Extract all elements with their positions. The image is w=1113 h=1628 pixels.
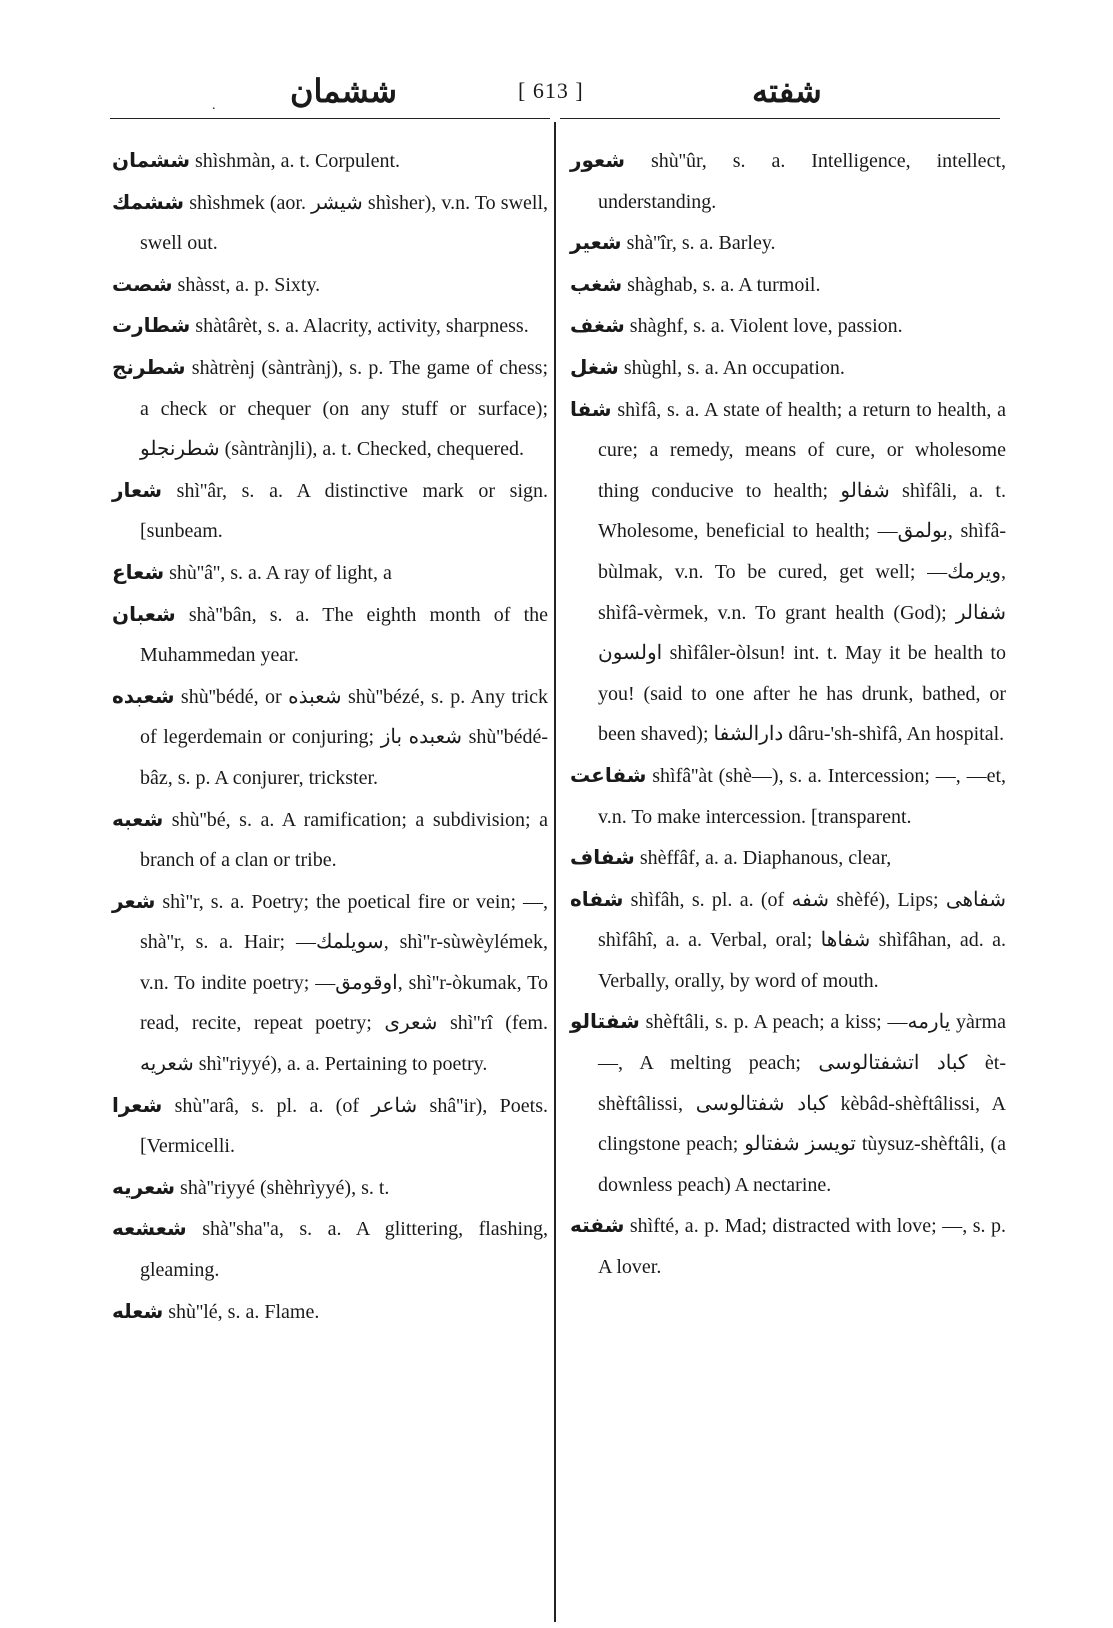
arabic-headword: شغل xyxy=(570,354,619,379)
arabic-headword: شطارت xyxy=(112,313,191,338)
dictionary-entry xyxy=(112,1167,548,1209)
dictionary-entry xyxy=(112,140,548,182)
dictionary-entry xyxy=(570,222,1006,264)
entry-definition: shù''bé, s. a. A ramification; a subdivision; a branch of a clan or tribe. xyxy=(140,808,549,872)
entry-definition: shùghl, s. a. An occupation. xyxy=(623,356,845,379)
entry-definition: shìshmek (aor. شيشر shìsher), v.n. To swell, swell out. xyxy=(140,191,549,255)
dictionary-entry xyxy=(112,470,548,552)
arabic-headword: شعبه xyxy=(112,806,164,831)
arabic-headword: شغب xyxy=(570,271,623,296)
entry-definition: shìfâ''àt (shè—), s. a. Intercession; —, —et, v.n. To make intercession. [transparent. xyxy=(598,764,1007,828)
entry-definition: shì''r, s. a. Poetry; the poetical fire or vein; —, shà''r, s. a. Hair; —سويلمك, shì''r-sùwèylémek, v.n. To indite poetry; —اوقومق, shì''r-òkumak, To read, recite, repeat poetry; شعرى shì''rî (fem. شعريه shì''riyyé), a. a. Pertaining to poetry. xyxy=(140,890,549,1076)
arabic-headword: شصت xyxy=(112,271,173,296)
dictionary-entry xyxy=(112,552,548,594)
dictionary-entry xyxy=(570,347,1006,389)
arabic-headword: شعر xyxy=(112,888,156,913)
arabic-headword: ششمك xyxy=(112,189,185,214)
entry-definition: shàtrènj (sàntrànj), s. p. The game of chess; a check or chequer (on any stuff or surface); شطرنجلو (sàntrànjli), a. t. Checked, chequered. xyxy=(140,356,549,461)
dictionary-entry xyxy=(112,799,548,881)
dictionary-entry xyxy=(570,1001,1006,1205)
entry-definition: shàghab, s. a. A turmoil. xyxy=(627,273,821,296)
arabic-headword: شغف xyxy=(570,313,625,338)
dictionary-entry xyxy=(112,1291,548,1333)
page-header xyxy=(0,62,1113,122)
dictionary-entry xyxy=(570,879,1006,1002)
arabic-headword: شفتالو xyxy=(570,1009,640,1034)
arabic-headword: شعير xyxy=(570,230,622,255)
arabic-headword: شعله xyxy=(112,1298,164,1323)
entry-definition: shìshmàn, a. t. Corpulent. xyxy=(195,150,400,172)
header-dot: . xyxy=(212,98,216,113)
dictionary-entry xyxy=(570,755,1006,837)
column-divider xyxy=(554,122,556,1622)
entry-definition: shìfâh, s. pl. a. (of شفه shèfé), Lips; شفاهى shìfâhî, a. a. Verbal, oral; شفاها shìfâhan, ad. a. Verbally, orally, by word of mouth. xyxy=(598,888,1007,992)
entry-definition: shà''riyyé (shèhrìyyé), s. t. xyxy=(180,1176,390,1199)
entry-definition: shèftâli, s. p. A peach; a kiss; —يارمه yàrma—, A melting peach; كباد اتشفتالوسى èt-shèftâlissi, كباد شفتالوسى kèbâd-shèftâlissi, A clingstone peach; تويسز شفتالو tùysuz-shèftâli, (a downless peach) A nectarine. xyxy=(598,1011,1007,1196)
entry-definition: shù''â'', s. a. A ray of light, a xyxy=(169,561,392,584)
arabic-headword: شفاعت xyxy=(570,762,647,787)
entry-definition: shì''âr, s. a. A distinctive mark or sign. [sunbeam. xyxy=(140,479,549,543)
dictionary-entry xyxy=(112,594,548,676)
arabic-headword: شفاه xyxy=(570,886,624,911)
entry-definition: shà''bân, s. a. The eighth month of the Muhammedan year. xyxy=(140,603,548,667)
arabic-headword: شعاع xyxy=(112,559,165,584)
arabic-headword: شعبده xyxy=(112,683,175,708)
entry-definition: shù''arâ, s. pl. a. (of شاعر shâ''ir), Poets. [Vermicelli. xyxy=(140,1094,548,1158)
left-column xyxy=(112,140,548,1332)
dictionary-entry xyxy=(112,182,548,264)
arabic-headword: ششمان xyxy=(112,148,191,172)
arabic-headword: شعبان xyxy=(112,601,176,626)
dictionary-entry xyxy=(112,881,548,1085)
entry-definition: shù''bédé, or شعبذه shù''bézé, s. p. Any trick of legerdemain or conjuring; شعبده باز shù''bédé-bâz, s. p. A conjurer, trickster. xyxy=(140,685,549,789)
entry-definition: shà''îr, s. a. Barley. xyxy=(626,232,776,255)
dictionary-entry xyxy=(112,1085,548,1167)
dictionary-entry xyxy=(570,837,1006,879)
entry-definition: shàghf, s. a. Violent love, passion. xyxy=(629,315,903,338)
dictionary-entry xyxy=(112,347,548,470)
arabic-headword: شفته xyxy=(570,1213,625,1238)
arabic-headword: شعرا xyxy=(112,1092,163,1117)
entry-definition: shèffâf, a. a. Diaphanous, clear, xyxy=(639,847,892,870)
dictionary-entry xyxy=(570,264,1006,306)
header-rule-left xyxy=(110,118,550,119)
right-column xyxy=(570,140,1006,1288)
dictionary-entry xyxy=(112,305,548,347)
entry-definition: shàsst, a. p. Sixty. xyxy=(177,273,321,296)
entry-definition: shù''ûr, s. a. Intelligence, intellect, understanding. xyxy=(598,150,1006,213)
entry-definition: shìfâ, s. a. A state of health; a return to health, a cure; a remedy, means of cure, or wholesome thing conducive to health; شفالو shìfâli, a. t. Wholesome, beneficial to health; —بولمق, shìfâ-bùlmak, v.n. To be cured, get well; —ويرمك, shìfâ-vèrmek, v.n. To grant health (God); شفالر اولسون shìfâler-òlsun! int. t. May it be health to you! (said to one after he has drunk, bathed, or been shaved); دارالشفا dâru-'sh-shìfâ, An hospital. xyxy=(598,398,1006,746)
entry-definition: shàtârèt, s. a. Alacrity, activity, sharpness. xyxy=(195,315,529,338)
dictionary-entry xyxy=(570,305,1006,347)
arabic-headword: شعريه xyxy=(112,1174,176,1199)
dictionary-entry xyxy=(570,389,1006,755)
dictionary-entry xyxy=(112,1208,548,1290)
entry-definition: shà''sha''a, s. a. A glittering, flashing, gleaming. xyxy=(140,1218,548,1282)
dictionary-entry xyxy=(112,264,548,306)
arabic-headword: شعشعه xyxy=(112,1216,187,1241)
left-running-headword: ششمان xyxy=(290,73,398,109)
arabic-headword: شفا xyxy=(570,396,612,421)
dictionary-entry xyxy=(570,140,1006,222)
arabic-headword: شعور xyxy=(570,148,626,172)
arabic-headword: شطرنج xyxy=(112,354,186,379)
arabic-headword: شفاف xyxy=(570,845,635,870)
entry-definition: shù''lé, s. a. Flame. xyxy=(168,1300,320,1323)
dictionary-entry xyxy=(570,1205,1006,1287)
right-running-headword: شفته xyxy=(752,73,822,109)
entry-definition: shìfté, a. p. Mad; distracted with love; —, s. p. A lover. xyxy=(598,1215,1007,1279)
page-number: [ 613 ] xyxy=(518,78,584,103)
dictionary-entry xyxy=(112,676,548,799)
header-rule-right xyxy=(560,118,1000,119)
arabic-headword: شعار xyxy=(112,477,162,502)
